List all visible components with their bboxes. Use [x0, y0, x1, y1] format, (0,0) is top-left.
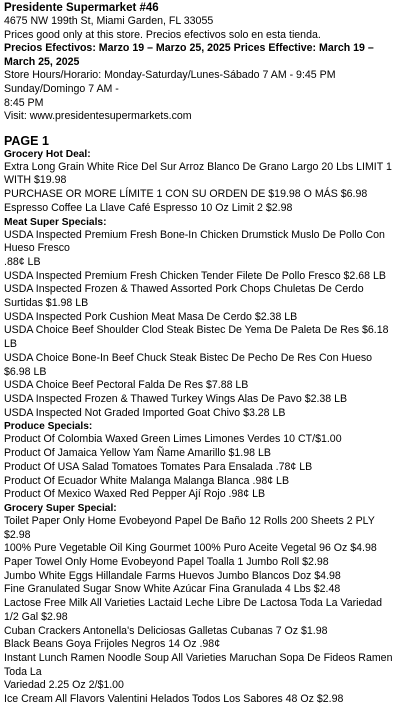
list-item: Black Beans Goya Frijoles Negros 14 Oz .98¢: [4, 638, 221, 651]
page-label: PAGE 1: [4, 133, 49, 148]
section-title: Grocery Hot Deal:: [4, 148, 91, 160]
list-item: Jumbo White Eggs Hillandale Farms Huevos Jumbo Blancos Doz $4.98: [4, 569, 341, 582]
list-item: USDA Choice Beef Shoulder Clod Steak Bistec De Yema De Paleta De Res $6.18 LB: [4, 324, 389, 351]
list-item: 100% Pure Vegetable Oil King Gourmet 100% Puro Aceite Vegetal 96 Oz $4.98: [4, 542, 377, 555]
list-item: Product Of Jamaica Yellow Yam Ñame Amarillo $1.98 LB: [4, 447, 271, 460]
prices-note: Prices good only at this store. Precios efectivos solo en esta tienda.: [4, 28, 321, 41]
section-title: Meat Super Specials:: [4, 216, 107, 228]
spacer: [4, 124, 396, 134]
list-item: Cuban Crackers Antonella's Deliciosas Galletas Cubanas 7 Oz $1.98: [4, 624, 328, 637]
effective-dates: Precios Efectivos: Marzo 19 – Marzo 25, 2025 Prices Effective: March 19 – March 25, 2025: [4, 42, 374, 68]
list-item: Product Of USA Salad Tomatoes Tomates Para Ensalada .78¢ LB: [4, 460, 313, 473]
flyer-document: [0, 1, 400, 707]
list-item: Instant Lunch Ramen Noodle Soup All Varieties Maruchan Sopa De Fideos Ramen Toda La: [4, 651, 393, 678]
list-item: Paper Towel Only Home Evobeyond Papel Toalla 1 Jumbo Roll $2.98: [4, 556, 329, 569]
list-item: Ice Cream All Flavors Valentini Helados Todos Los Sabores 48 Oz $2.98: [4, 693, 344, 706]
section-title: Produce Specials:: [4, 421, 93, 433]
store-hours-line-2: 8:45 PM: [4, 96, 44, 109]
list-item: Espresso Coffee La Llave Café Espresso 10 Oz Limit 2 $2.98: [4, 201, 293, 214]
list-item: USDA Inspected Pork Cushion Meat Masa De Cerdo $2.38 LB: [4, 310, 298, 323]
store-hours-line-1: Store Hours/Horario: Monday-Saturday/Lunes-Sábado 7 AM - 9:45 PM Sunday/Domingo 7 AM -: [4, 69, 336, 95]
sections-container: [4, 148, 396, 707]
store-name: Presidente Supermarket #46: [4, 2, 159, 14]
list-item: Product Of Ecuador White Malanga Malanga Blanca .98¢ LB: [4, 474, 290, 487]
list-item: USDA Inspected Premium Fresh Bone-In Chicken Drumstick Muslo De Pollo Con Hueso Fresco: [4, 228, 385, 255]
list-item: Extra Long Grain White Rice Del Sur Arroz Blanco De Grano Largo 20 Lbs LIMIT 1 WITH $19.98: [4, 160, 392, 187]
list-item: USDA Inspected Frozen & Thawed Assorted Pork Chops Chuletas De Cerdo Surtidas $1.98 LB: [4, 283, 364, 310]
list-item: PURCHASE OR MORE LÍMITE 1 CON SU ORDEN DE $19.98 O MÁS $6.98: [4, 188, 368, 201]
list-item: Fine Granulated Sugar Snow White Azúcar Fina Granulada 4 Lbs $2.48: [4, 583, 341, 596]
list-item: .88¢ LB: [4, 255, 41, 268]
list-item: Product Of Colombia Waxed Green Limes Limones Verdes 10 CT/$1.00: [4, 433, 342, 446]
list-item: USDA Inspected Not Graded Imported Goat Chivo $3.28 LB: [4, 406, 286, 419]
list-item: Toilet Paper Only Home Evobeyond Papel De Baño 12 Rolls 200 Sheets 2 PLY $2.98: [4, 514, 375, 541]
list-item: USDA Inspected Frozen & Thawed Turkey Wings Alas De Pavo $2.38 LB: [4, 393, 348, 405]
list-item: Lactose Free Milk All Varieties Lactaid Leche Libre De Lactosa Toda La Variedad 1/2 Gal $2.98: [4, 597, 383, 623]
section-title: Grocery Super Special:: [4, 502, 117, 514]
visit-website: Visit: www.presidentesupermarkets.com: [4, 110, 192, 123]
list-item: Product Of Mexico Waxed Red Pepper Ají Rojo .98¢ LB: [4, 488, 266, 501]
list-item: Variedad 2.25 Oz 2/$1.00: [4, 679, 124, 692]
list-item: USDA Choice Beef Pectoral Falda De Res $7.88 LB: [4, 379, 249, 392]
store-address: 4675 NW 199th St, Miami Garden, FL 33055: [4, 15, 214, 27]
list-item: USDA Inspected Premium Fresh Chicken Tender Filete De Pollo Fresco $2.68 LB: [4, 269, 386, 282]
list-item: USDA Choice Bone-In Beef Chuck Steak Bistec De Pecho De Res Con Hueso $6.98 LB: [4, 351, 373, 378]
